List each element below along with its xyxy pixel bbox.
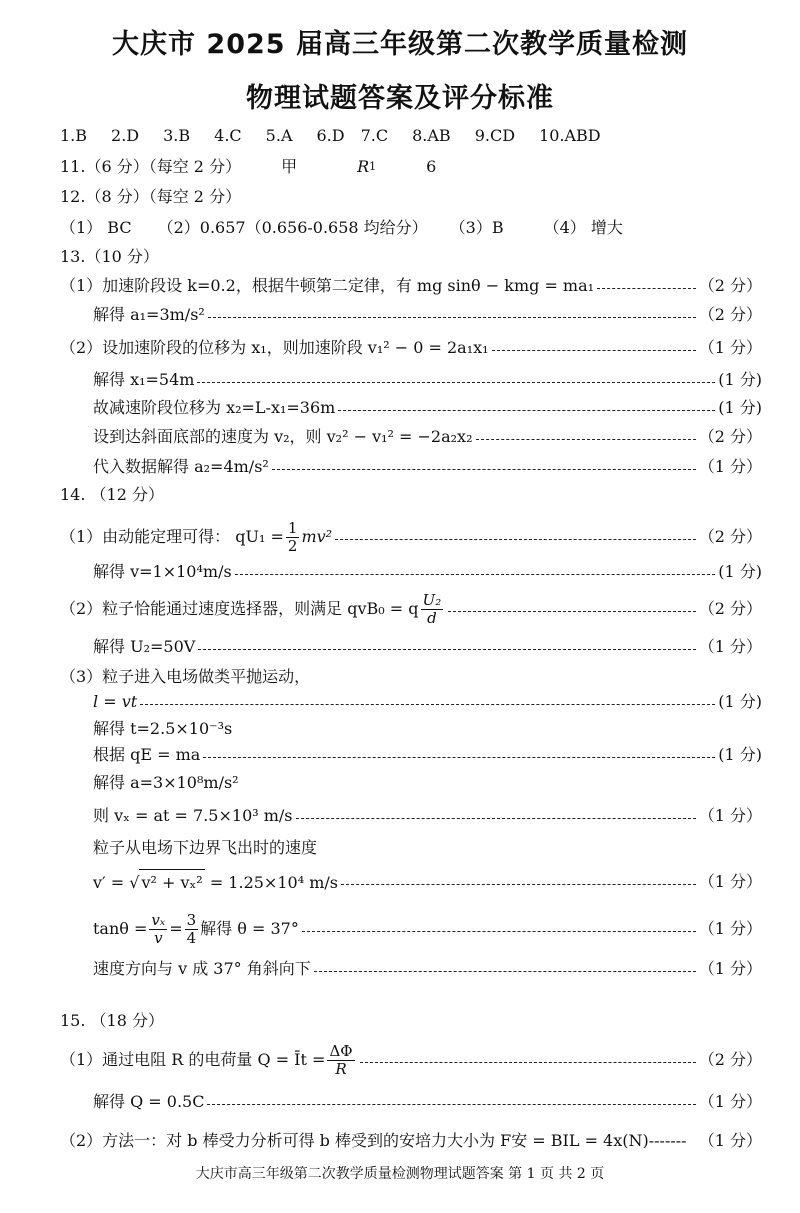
q11-answer-2: R <box>357 157 370 176</box>
leader-dash <box>207 1104 695 1105</box>
q14-text-1 <box>60 520 332 555</box>
leader-dash <box>203 757 715 758</box>
mc-answer: 2.D <box>111 126 140 145</box>
leader-dash <box>296 818 696 819</box>
leader-dash <box>198 649 695 650</box>
q14-text-12a: v′ = <box>93 872 125 892</box>
score-label: (1 分) <box>718 692 762 711</box>
q14-text-13b: 解得 θ = 37° <box>200 918 299 938</box>
q13-text-5: 故减速阶段位移为 x₂=L-x₁=36m <box>93 398 336 417</box>
mc-answer: 3.B <box>163 126 191 145</box>
q14-text-13a: tanθ = <box>93 918 148 938</box>
q14-text-14: 速度方向与 v 成 37° 角斜向下 <box>93 959 311 978</box>
mc-answer: 5.A <box>265 126 293 145</box>
q14-line-1 <box>60 520 762 554</box>
score-label: （1 分） <box>698 872 762 891</box>
score-label: （2 分） <box>698 599 762 618</box>
q13-head: 13.（10 分） <box>60 247 159 266</box>
q14-text-3a: （2）粒子恰能通过速度选择器，则满足 qvB₀ = q <box>60 598 419 618</box>
q11-row <box>60 154 762 180</box>
q14-head: 14. （12 分） <box>60 485 164 504</box>
q15-line-2 <box>93 1089 762 1115</box>
leader-dash <box>360 1062 696 1063</box>
numerator: U₂ <box>422 590 442 609</box>
score-label: （2 分） <box>698 527 762 546</box>
numerator: 3 <box>186 910 197 929</box>
q15-text-1a: （1）通过电阻 R 的电荷量 Q = Īt = <box>60 1049 326 1069</box>
q14-text-12: v′ = √ v² + vₓ² = 1.25×10⁴ m/s <box>93 869 338 896</box>
leader-dash <box>197 382 715 383</box>
leader-dash <box>314 971 696 972</box>
score-label: （2 分） <box>698 305 762 324</box>
fraction <box>327 1043 354 1078</box>
leader-dash <box>272 469 696 470</box>
denominator: d <box>427 608 437 627</box>
score-label: （2 分） <box>698 427 762 446</box>
q15-text-1 <box>60 1043 357 1078</box>
q14-text-13: tanθ = $\frac{\text{vₓ}}{v}$ = $\frac{3}{4}$ 解得 θ = 37° <box>93 910 299 947</box>
q14-line-2 <box>93 559 762 585</box>
mc-answer: 9.CD <box>474 126 516 145</box>
q13-text-7: 代入数据解得 a₂=4m/s² <box>93 457 269 476</box>
q13-line-6 <box>93 424 762 450</box>
q15-text-3: （2）方法一：对 b 棒受力分析可得 b 棒受到的安培力大小为 F安 = BIL = 4x(N)------- <box>60 1131 687 1150</box>
q14-line-8 <box>93 742 762 768</box>
q12-answer-3: （3）B <box>449 218 504 237</box>
mc-answer: 1.B <box>60 126 88 145</box>
mc-answer: 8.AB <box>412 126 451 145</box>
q14-text-1b: mv² <box>301 526 333 546</box>
denominator: 4 <box>186 928 197 947</box>
mc-answers-row <box>60 123 762 149</box>
q14-line-13 <box>93 912 762 946</box>
score-label: (1 分) <box>718 398 762 417</box>
leader-dash <box>208 317 696 318</box>
leader-dash <box>448 611 696 612</box>
q14-text-4: 解得 U₂=50V <box>93 637 196 656</box>
q15-head: 15. （18 分） <box>60 1011 164 1030</box>
score-label: (1 分) <box>718 562 762 581</box>
q13-line-1 <box>60 273 762 299</box>
score-label: （1 分） <box>698 959 762 978</box>
q14-text-3 <box>60 592 445 627</box>
q13-text-1: （1）加速阶段设 k=0.2，根据牛顿第二定律，有 mg sinθ − kmg = ma₁ <box>60 276 595 295</box>
q12-head: 12.（8 分）（每空 2 分） <box>60 187 242 206</box>
q15-line-3 <box>60 1128 762 1154</box>
leader-dash <box>341 884 696 885</box>
q14-text-12b: = 1.25×10⁴ m/s <box>209 872 338 892</box>
score-label: （1 分） <box>698 457 762 476</box>
score-label: （2 分） <box>698 276 762 295</box>
leader-dash <box>335 539 696 540</box>
q12-answer-1: （1） BC <box>60 218 132 237</box>
q13-text-2: 解得 a₁=3m/s² <box>93 305 205 324</box>
q13-line-3 <box>60 335 762 361</box>
q12-answer-2: （2）0.657（0.656-0.658 均给分） <box>157 218 428 237</box>
q13-line-2 <box>93 302 762 328</box>
leader-dash <box>597 288 696 289</box>
q11-head: 11.（6 分）（每空 2 分） <box>60 157 242 176</box>
q13-line-5 <box>93 395 762 421</box>
page-footer: 大庆市高三年级第二次教学质量检测物理试题答案 第 1 页 共 2 页 <box>195 1166 605 1182</box>
q13-line-4 <box>93 367 762 393</box>
score-label: (1 分) <box>718 370 762 389</box>
score-label: （1 分） <box>698 806 762 825</box>
q13-line-7 <box>93 454 762 480</box>
q14-line-11: 粒子从电场下边界飞出时的速度 <box>93 838 318 857</box>
leader-dash <box>492 350 696 351</box>
numerator: ΔΦ <box>329 1041 353 1060</box>
mc-answer: 7.C <box>360 126 389 145</box>
score-label: （2 分） <box>698 1050 762 1069</box>
q14-text-10: 则 vₓ = at = 7.5×10³ m/s <box>93 806 293 825</box>
numerator: 1 <box>287 518 298 537</box>
q14-line-12 <box>93 869 762 895</box>
mc-answer: 6.D <box>316 126 345 145</box>
q14-line-4 <box>93 634 762 660</box>
q14-line-9: 解得 a=3×10⁸m/s² <box>93 773 239 792</box>
exam-title: 大庆市 2025 届高三年级第二次教学质量检测 <box>112 29 688 60</box>
q12-answers-row <box>60 215 762 241</box>
leader-dash <box>476 439 696 440</box>
q14-text-2: 解得 v=1×10⁴m/s <box>93 562 232 581</box>
denominator: R <box>335 1059 347 1078</box>
q14-line-14 <box>93 956 762 982</box>
fraction <box>185 912 199 947</box>
q14-text-6: l = vt <box>93 692 138 711</box>
answer-subtitle: 物理试题答案及评分标准 <box>246 83 554 114</box>
fraction <box>286 520 300 555</box>
q15-line-1 <box>60 1040 762 1080</box>
score-label: (1 分) <box>718 745 762 764</box>
q11-answer-1: 甲 <box>281 157 298 176</box>
q14-text-1a: （1）由动能定理可得： qU₁ = <box>60 526 284 546</box>
leader-dash <box>140 704 715 705</box>
q14-line-5: （3）粒子进入电场做类平抛运动， <box>60 667 311 686</box>
q13-text-3: （2）设加速阶段的位移为 x₁，则加速阶段 v₁² − 0 = 2a₁x₁ <box>60 338 489 357</box>
score-label: （1 分） <box>698 637 762 656</box>
score-label: （1 分） <box>698 1131 762 1150</box>
q14-line-6 <box>93 689 762 715</box>
leader-dash <box>338 410 715 411</box>
mc-answer: 4.C <box>214 126 242 145</box>
q14-line-3 <box>60 592 762 626</box>
score-label: （1 分） <box>698 1092 762 1111</box>
q14-line-7: 解得 t=2.5×10⁻³s <box>93 719 233 738</box>
leader-dash <box>235 574 716 575</box>
q11-answer-2-sub: 1 <box>369 160 377 173</box>
sqrt-radicand: v² + vₓ² <box>139 869 204 896</box>
numerator: vₓ <box>151 910 166 929</box>
q14-line-10 <box>93 803 762 829</box>
q13-text-6: 设到达斜面底部的速度为 v₂，则 v₂² − v₁² = −2a₂x₂ <box>93 427 473 446</box>
denominator: 2 <box>287 536 298 555</box>
q13-text-4: 解得 x₁=54m <box>93 370 195 389</box>
denominator: v <box>154 928 163 947</box>
score-label: （1 分） <box>698 919 762 938</box>
q15-text-2: 解得 Q = 0.5C <box>93 1092 205 1111</box>
q14-text-8: 根据 qE = ma <box>93 745 201 764</box>
mc-answer: 10.ABD <box>539 126 601 145</box>
leader-dash <box>302 931 696 932</box>
q12-answer-4: （4） 增大 <box>543 218 623 237</box>
fraction <box>149 912 167 947</box>
fraction <box>421 592 444 627</box>
q11-answer-3: 6 <box>426 157 437 176</box>
score-label: （1 分） <box>698 338 762 357</box>
